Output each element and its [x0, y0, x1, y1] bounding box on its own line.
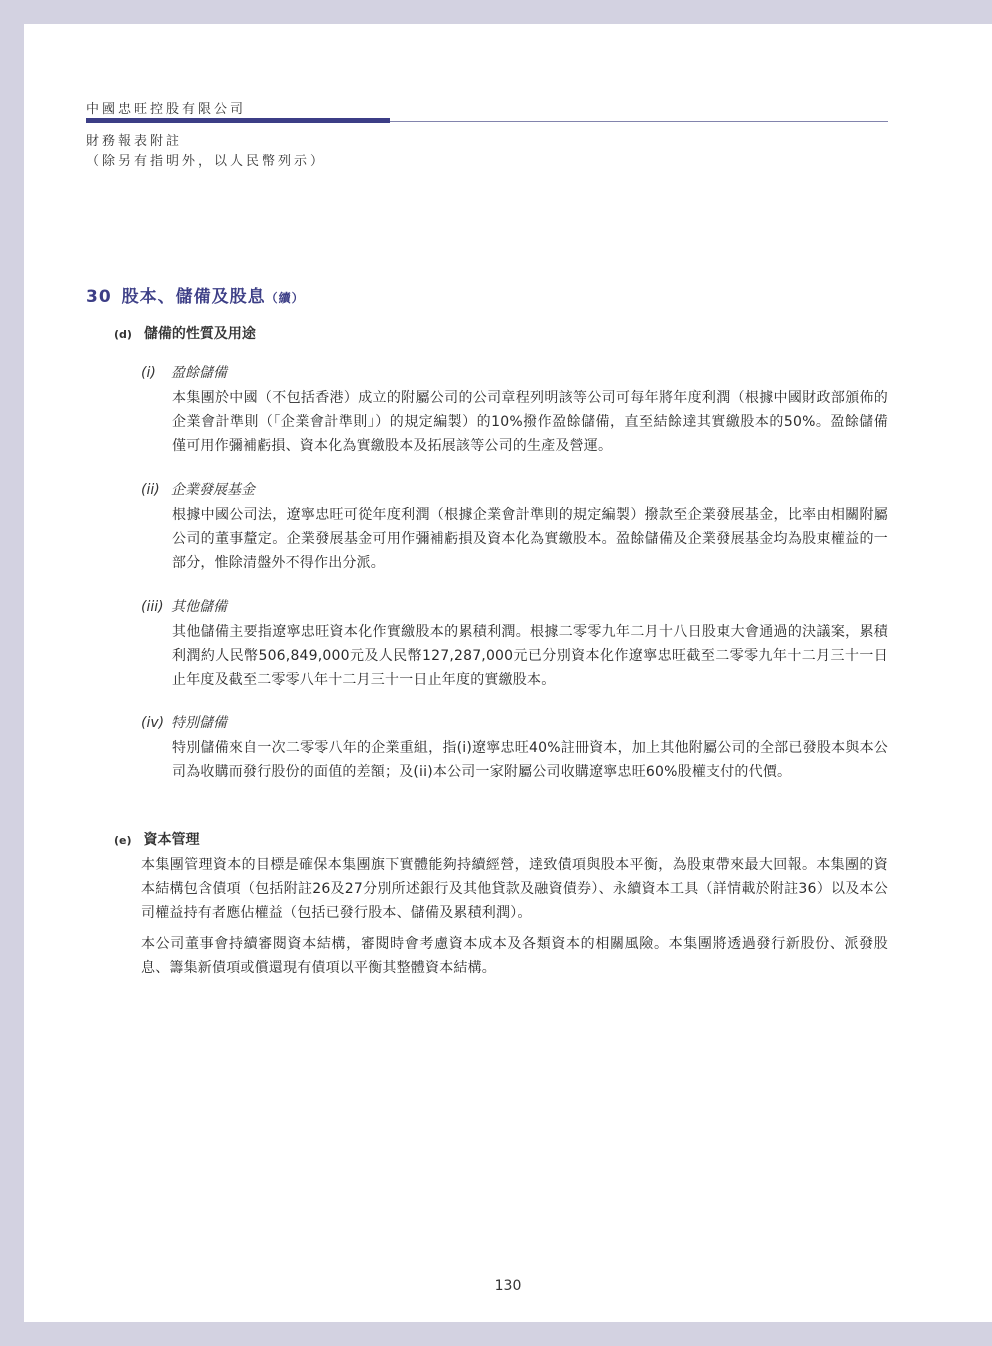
item-iv-numeral: (iv) — [141, 715, 165, 731]
item-iii-heading — [141, 596, 227, 616]
header-company: 中國忠旺控股有限公司 — [86, 102, 247, 117]
item-ii-numeral: (ii) — [141, 482, 160, 498]
item-iv-heading — [141, 712, 227, 732]
item-iii-title: 其他儲備 — [171, 599, 227, 615]
subsection-e-heading — [114, 829, 200, 849]
subsection-d-title: 儲備的性質及用途 — [143, 326, 256, 342]
capital-management-paragraph-2: 本公司董事會持續審閱資本結構，審閱時會考慮資本成本及各類資本的相關風險。本集團將透過發行新股份、派發股息、籌集新債項或償還現有債項以平衡其整體資本結構。 — [141, 936, 888, 976]
item-ii-text: 根據中國公司法，遼寧忠旺可從年度利潤（根據企業會計準則的規定編製）撥款至企業發展基金，比率由相關附屬公司的董事釐定。企業發展基金可用作彌補虧損及資本化為實繳股本。盈餘儲備及企業發展基金均為股東權益的一部分，惟除清盤外不得作出分派。 — [172, 507, 888, 571]
subsection-d-label: (d) — [114, 328, 132, 341]
subsection-e-label: (e) — [114, 834, 132, 847]
item-i-text: 本集團於中國（不包括香港）成立的附屬公司的公司章程列明該等公司可每年將年度利潤（根據中國財政部頒佈的企業會計準則（「企業會計準則」）的規定編製）的10%撥作盈餘儲備，直至結餘達其實繳股本的50%。盈餘儲備僅可用作彌補虧損、資本化為實繳股本及拓展該等公司的生產及營運。 — [172, 390, 888, 454]
item-ii-title: 企業發展基金 — [171, 482, 255, 498]
section-continued: （續） — [265, 291, 305, 305]
item-i-numeral: (i) — [141, 365, 156, 381]
item-iv-text: 特別儲備來自一次二零零八年的企業重組，指(i)遼寧忠旺40%註冊資本，加上其他附屬公司的全部已發股本與本公司為收購而發行股份的面值的差額；及(ii)本公司一家附屬公司收購遼寧忠旺60%股權支付的代價。 — [172, 740, 888, 780]
item-i-title: 盈餘儲備 — [171, 365, 227, 381]
section-title-text: 股本、儲備及股息 — [121, 287, 266, 307]
item-iii-numeral: (iii) — [141, 599, 164, 615]
section-title — [86, 282, 305, 307]
item-iii-text: 其他儲備主要指遼寧忠旺資本化作實繳股本的累積利潤。根據二零零九年二月十八日股東大會通過的決議案，累積利潤約人民幣506,849,000元及人民幣127,287,000元已分別資本化作遼寧忠旺截至二零零九年十二月三十一日止年度及截至二零零八年十二月三十一日止年度的實繳股本。 — [172, 624, 888, 688]
header-note: （除另有指明外，以人民幣列示） — [86, 154, 327, 169]
page-number: 130 — [494, 1278, 522, 1294]
header-accent-bar — [86, 118, 390, 123]
subsection-e-title: 資本管理 — [143, 832, 200, 848]
item-i-heading — [141, 362, 227, 382]
section-number: 30 — [86, 287, 112, 307]
capital-management-paragraph-1: 本集團管理資本的目標是確保本集團旗下實體能夠持續經營，達致債項與股本平衡，為股東帶來最大回報。本集團的資本結構包含債項（包括附註26及27分別所述銀行及其他貸款及融資債券）、永續資本工具（詳情載於附註36）以及本公司權益持有者應佔權益（包括已發行股本、儲備及累積利潤）。 — [141, 857, 888, 921]
page — [24, 24, 992, 1322]
item-ii-heading — [141, 479, 255, 499]
subsection-d-heading — [114, 323, 256, 343]
header-subtitle: 財務報表附註 — [86, 134, 183, 149]
item-iv-title: 特別儲備 — [171, 715, 227, 731]
